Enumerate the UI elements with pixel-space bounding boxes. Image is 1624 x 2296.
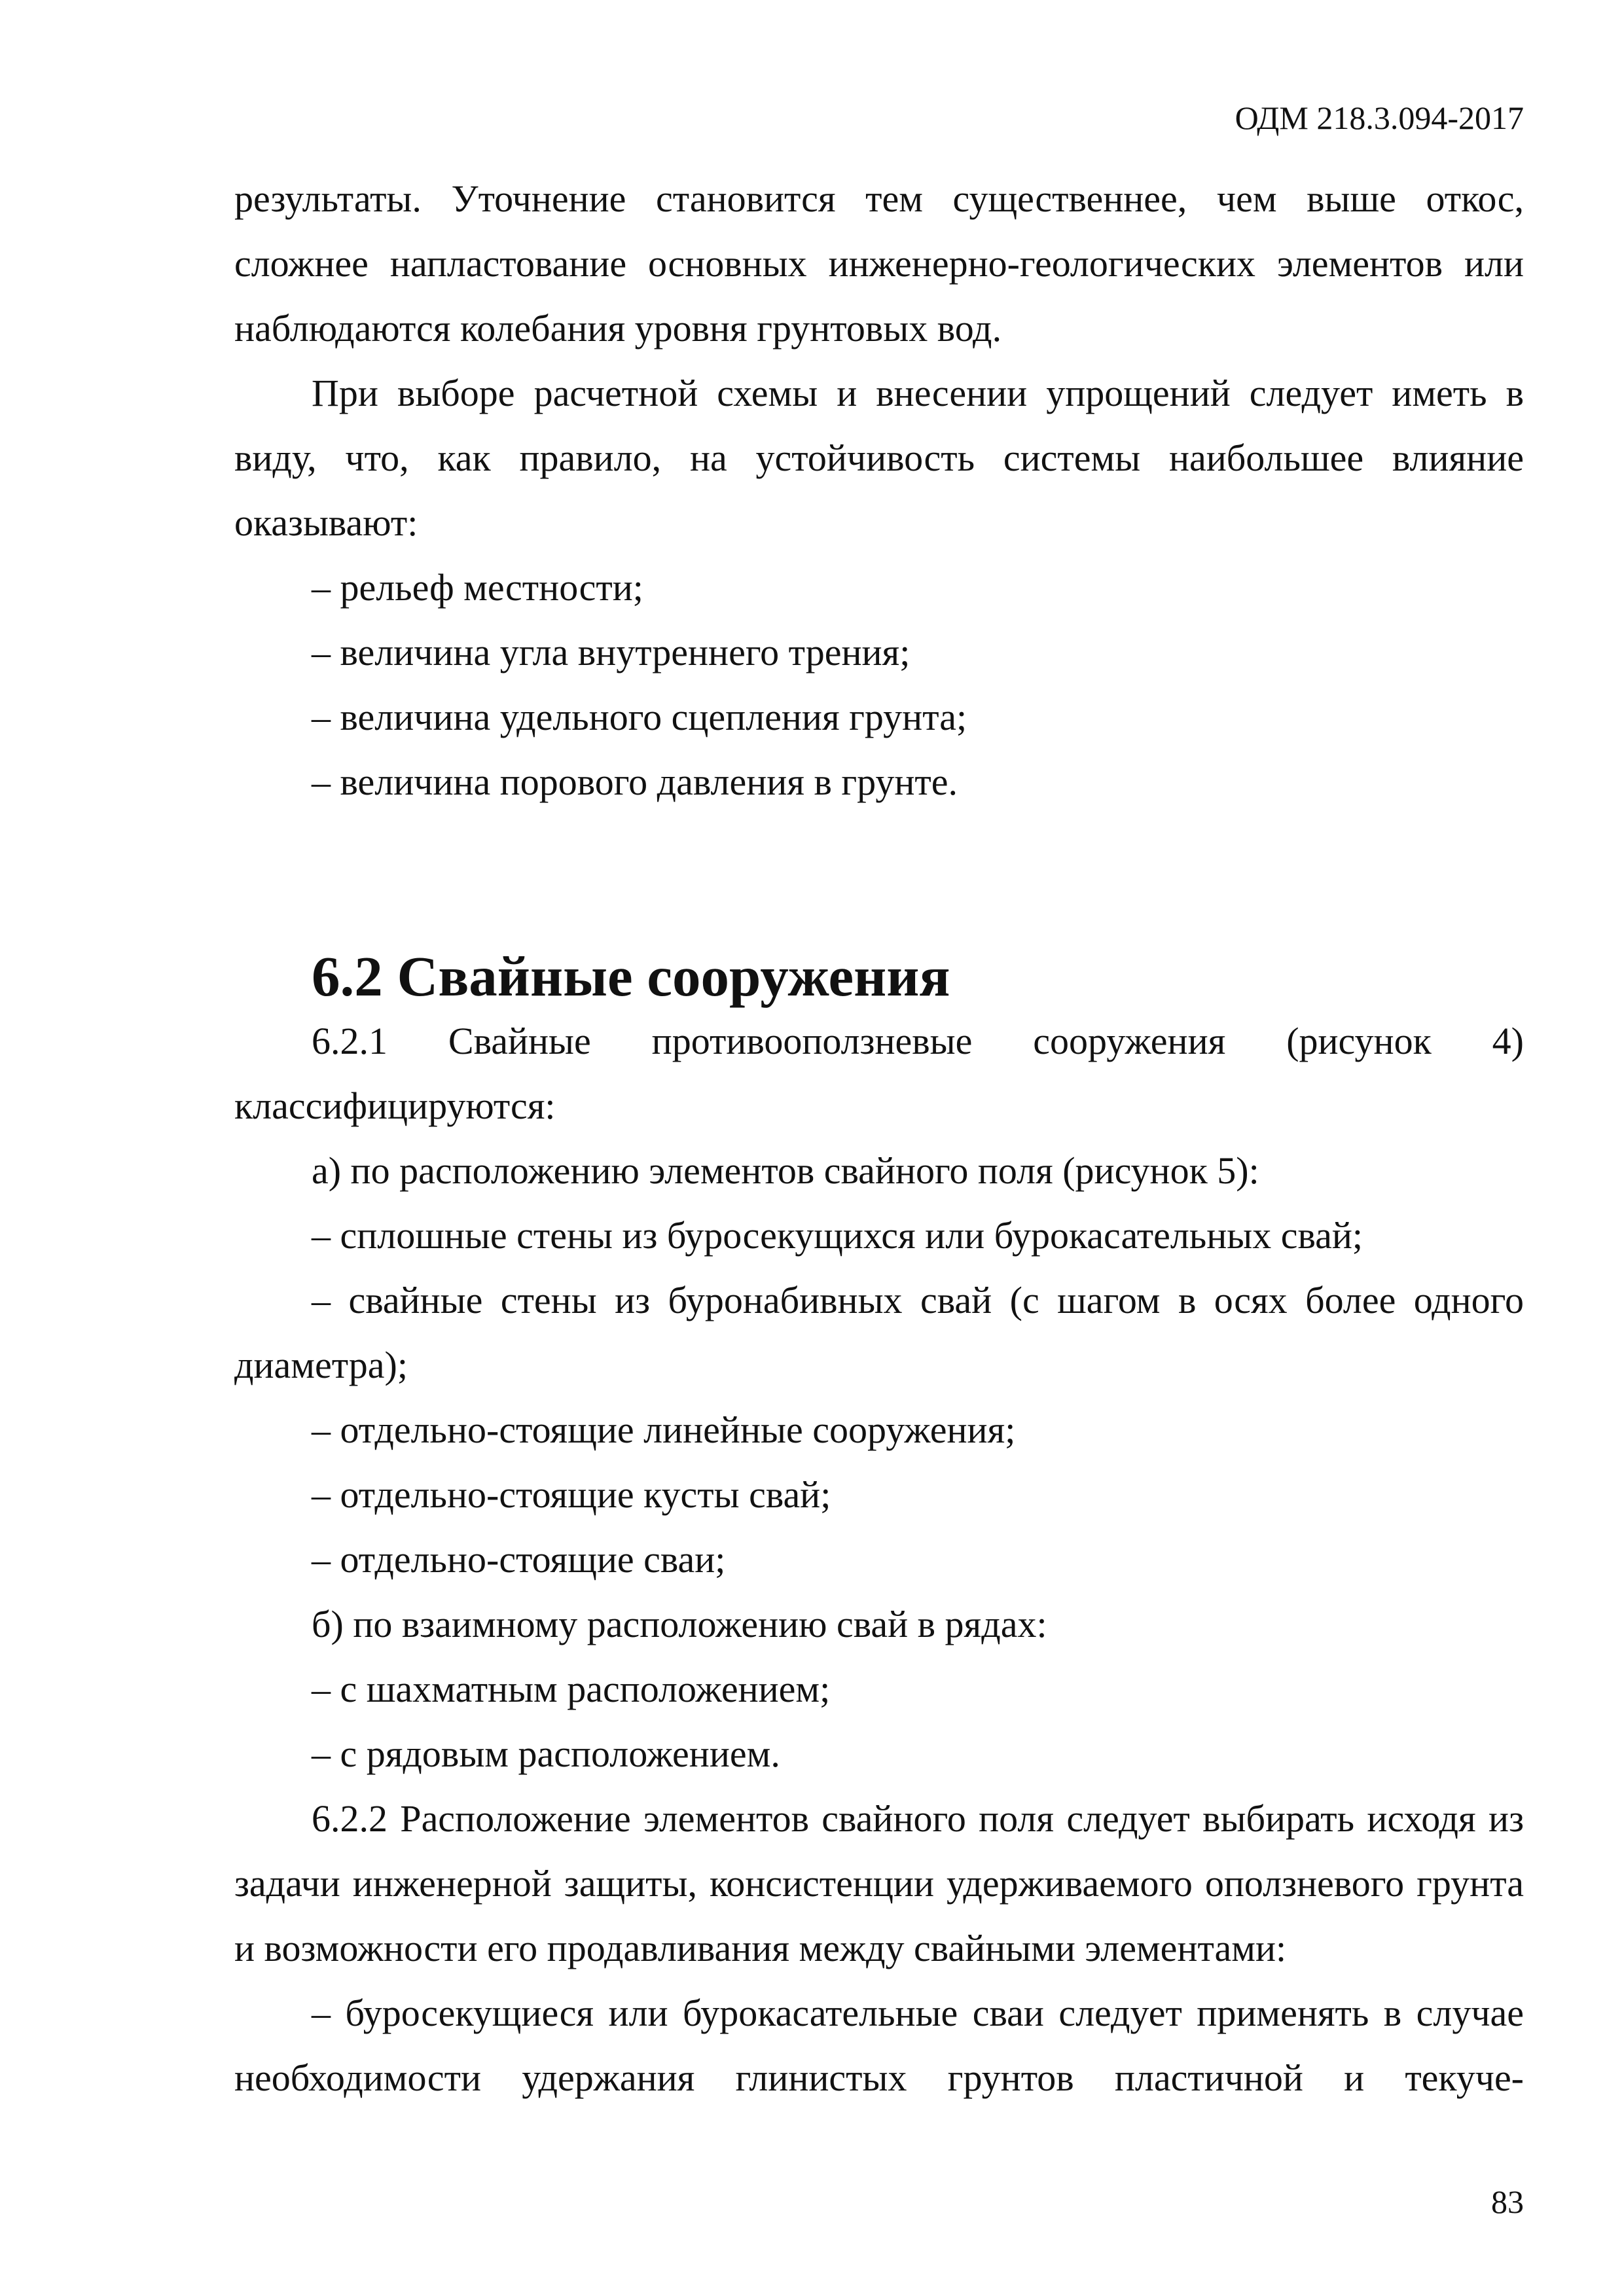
list-item: – с рядовым расположением. xyxy=(312,1732,780,1775)
list-item: – отдельно-стоящие линейные сооружения; xyxy=(312,1408,1016,1451)
paragraph-continuation: результаты. Уточнение становится тем существеннее, чем выше откос, сложнее напластование основных инженерно-геологических элементов или наблюдаются колебания уровня грунтовых вод. xyxy=(234,177,1524,350)
page-body xyxy=(234,166,1524,2110)
list-item-relief: – рельеф местности; xyxy=(312,566,643,609)
list-item: – отдельно-стоящие сваи; xyxy=(312,1538,726,1581)
clause-6-2-1-line-1: 6.2.1 Свайные противооползневые сооружения (рисунок 4) xyxy=(312,1020,1524,1062)
list-item: – сплошные стены из буросекущихся или бурокасательных свай; xyxy=(312,1214,1363,1257)
list-item-pore-pressure: – величина порового давления в грунте. xyxy=(312,761,958,803)
list-item: – с шахматным расположением; xyxy=(312,1668,831,1710)
list-item: б) по взаимному расположению свай в рядах: xyxy=(312,1603,1047,1645)
clause-6-2-1-line-2: классифицируются: xyxy=(234,1085,556,1127)
list-item: а) по расположению элементов свайного поля (рисунок 5): xyxy=(312,1149,1259,1192)
list-item: – свайные стены из буронабивных свай (с шагом в осях более одного диаметра); xyxy=(234,1279,1524,1386)
paragraph-calculation-scheme: При выборе расчетной схемы и внесении упрощений следует иметь в виду, что, как правило, на устойчивость системы наибольшее влияние оказывают: xyxy=(234,372,1524,544)
list-item-cohesion: – величина удельного сцепления грунта; xyxy=(312,696,967,738)
list-item-friction-angle: – величина угла внутреннего трения; xyxy=(312,631,911,673)
page-number: 83 xyxy=(1491,2183,1524,2220)
section-heading: 6.2 Свайные сооружения xyxy=(312,944,950,1008)
list-item-continued: – буросекущиеся или бурокасательные сваи следует применять в случае необходимости удержания глинистых грунтов пластичной и текуче- xyxy=(234,1992,1524,2099)
document-code: ОДМ 218.3.094-2017 xyxy=(1235,99,1524,136)
list-item: – отдельно-стоящие кусты свай; xyxy=(312,1473,831,1516)
clause-6-2-2: 6.2.2 Расположение элементов свайного поля следует выбирать исходя из задачи инженерной защиты, консистенции удерживаемого оползневого грунта и возможности его продавливания между свайными элементами: xyxy=(234,1797,1524,1969)
